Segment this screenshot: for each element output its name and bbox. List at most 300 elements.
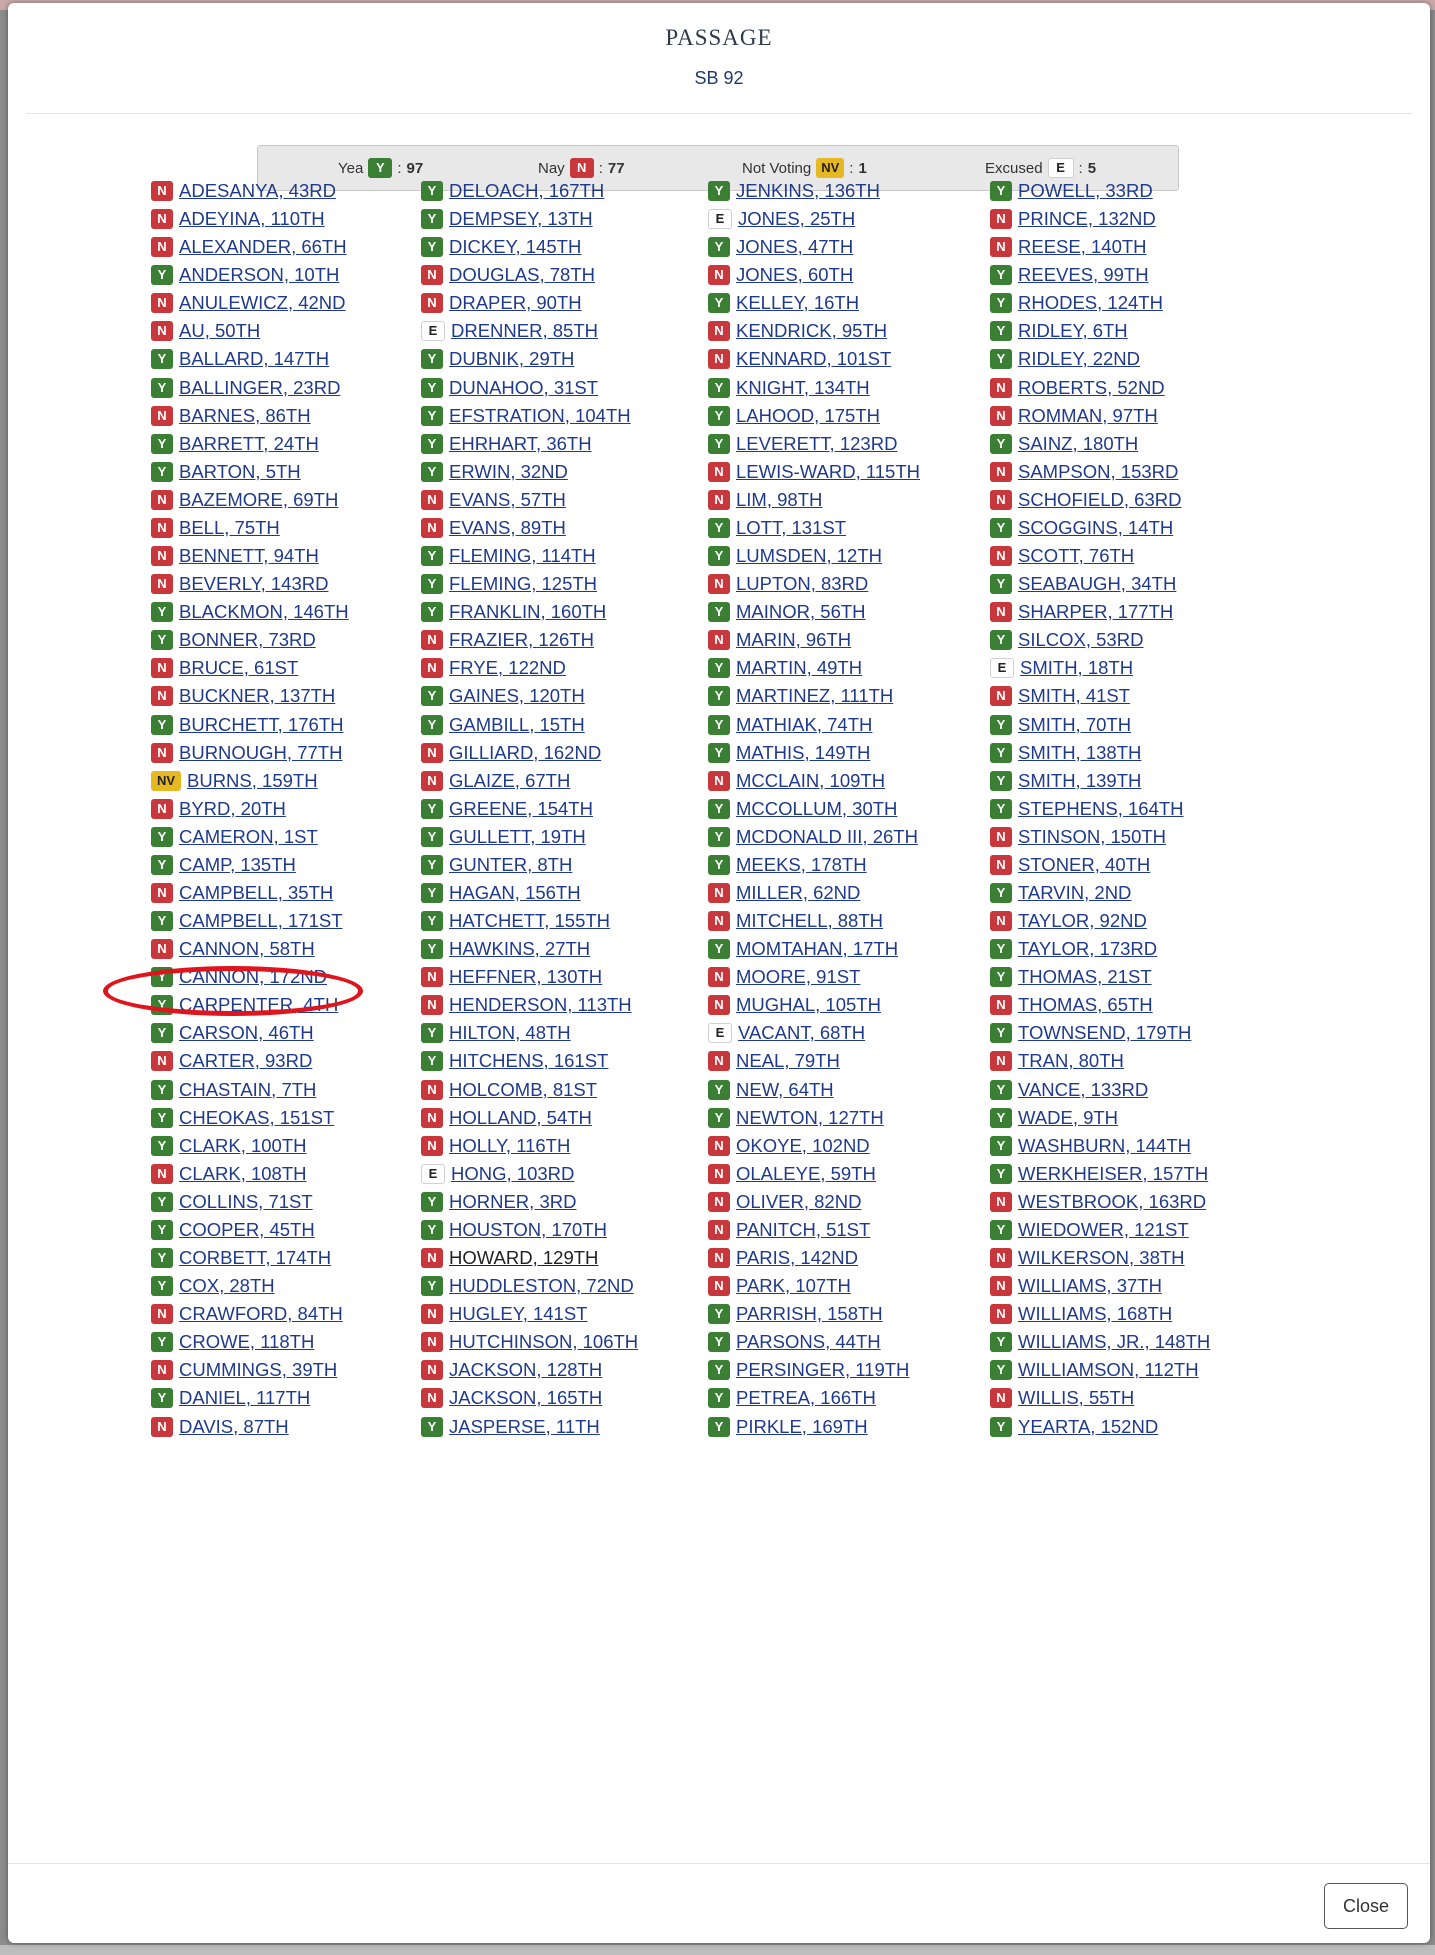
member-link[interactable]: CANNON, 172ND: [179, 966, 328, 988]
member-link[interactable]: BURNS, 159TH: [187, 769, 318, 791]
vote-badge: Y: [708, 686, 730, 706]
member-link[interactable]: CARTER, 93RD: [179, 1050, 313, 1072]
member-link[interactable]: HATCHETT, 155TH: [449, 910, 611, 932]
vote-badge: N: [708, 1248, 730, 1268]
member-vote-row: [421, 683, 585, 709]
member-link[interactable]: CRAWFORD, 84TH: [179, 1303, 343, 1325]
member-link[interactable]: TRAN, 80TH: [1018, 1050, 1124, 1072]
member-link[interactable]: GAMBILL, 15TH: [449, 713, 585, 735]
member-link[interactable]: NEWTON, 127TH: [736, 1106, 884, 1128]
member-link[interactable]: MEEKS, 178TH: [736, 853, 867, 875]
vote-badge: Y: [421, 1220, 443, 1240]
member-vote-row: [990, 683, 1130, 709]
member-link[interactable]: CAMPBELL, 35TH: [179, 882, 334, 903]
vote-badge: N: [990, 1388, 1012, 1408]
member-link[interactable]: BEVERLY, 143RD: [179, 573, 329, 595]
member-link[interactable]: PANITCH, 51ST: [736, 1218, 871, 1240]
member-link[interactable]: THOMAS, 21ST: [1018, 966, 1152, 988]
member-link[interactable]: GREENE, 154TH: [449, 797, 593, 819]
member-link[interactable]: HOLLY, 116TH: [449, 1134, 571, 1156]
member-link[interactable]: PERSINGER, 119TH: [736, 1359, 910, 1381]
member-link[interactable]: BURNOUGH, 77TH: [179, 741, 343, 763]
member-link[interactable]: BONNER, 73RD: [179, 629, 316, 651]
member-vote-row: [421, 234, 581, 260]
member-vote-row: [990, 571, 1176, 597]
member-link[interactable]: BRUCE, 61ST: [179, 657, 299, 679]
member-link[interactable]: GILLIARD, 162ND: [449, 741, 602, 763]
member-link[interactable]: DANIEL, 117TH: [179, 1387, 311, 1409]
vote-badge: Y: [421, 1051, 443, 1071]
member-link[interactable]: LIM, 98TH: [736, 488, 823, 510]
vote-badge: Y: [708, 715, 730, 735]
member-link[interactable]: RIDLEY, 6TH: [1018, 320, 1128, 342]
member-vote-row: [151, 487, 338, 513]
member-link[interactable]: BELL, 75TH: [179, 516, 280, 538]
member-link[interactable]: MARTINEZ, 111TH: [736, 685, 894, 707]
member-vote-row: [708, 1357, 909, 1383]
vote-badge: N: [151, 293, 173, 313]
member-link[interactable]: GUNTER, 8TH: [449, 853, 573, 875]
member-link[interactable]: SAINZ, 180TH: [1018, 432, 1139, 454]
member-link[interactable]: RHODES, 124TH: [1018, 292, 1163, 314]
vote-badge: N: [708, 630, 730, 650]
member-vote-row: [990, 852, 1150, 878]
member-vote-row: [708, 992, 881, 1018]
member-link[interactable]: MILLER, 62ND: [736, 882, 861, 903]
member-link[interactable]: JONES, 47TH: [736, 236, 854, 258]
vote-badge: N: [151, 1417, 173, 1437]
member-link[interactable]: BLACKMON, 146TH: [179, 601, 349, 623]
member-link[interactable]: VACANT, 68TH: [738, 1022, 866, 1044]
member-link[interactable]: HEFFNER, 130TH: [449, 966, 603, 988]
member-link[interactable]: LOTT, 131ST: [736, 516, 847, 538]
summary-label: Excused: [985, 159, 1043, 177]
member-link[interactable]: STONER, 40TH: [1018, 853, 1151, 875]
member-link[interactable]: BYRD, 20TH: [179, 797, 286, 819]
member-vote-row: [151, 1385, 310, 1411]
vote-badge: Y: [990, 1080, 1012, 1100]
member-link[interactable]: MOMTAHAN, 17TH: [736, 938, 899, 960]
member-vote-row: [708, 683, 893, 709]
member-link[interactable]: WESTBROOK, 163RD: [1018, 1190, 1207, 1212]
summary-colon: :: [1078, 159, 1083, 177]
member-link[interactable]: WILKERSON, 38TH: [1018, 1247, 1185, 1269]
vote-badge: Y: [990, 434, 1012, 454]
member-link[interactable]: HUTCHINSON, 106TH: [449, 1331, 639, 1353]
member-link[interactable]: BURCHETT, 176TH: [179, 713, 344, 735]
member-link[interactable]: MCCOLLUM, 30TH: [736, 797, 898, 819]
member-vote-row: [151, 824, 318, 850]
member-link[interactable]: OLIVER, 82ND: [736, 1190, 862, 1212]
vote-badge: Y: [421, 237, 443, 257]
member-link[interactable]: WASHBURN, 144TH: [1018, 1134, 1192, 1156]
member-link[interactable]: GLAIZE, 67TH: [449, 769, 571, 791]
member-link[interactable]: MARTIN, 49TH: [736, 657, 863, 679]
vote-modal: [8, 3, 1430, 1943]
member-link[interactable]: WERKHEISER, 157TH: [1018, 1162, 1209, 1184]
vote-badge: Y: [708, 1388, 730, 1408]
member-link[interactable]: PARIS, 142ND: [736, 1247, 859, 1269]
member-link[interactable]: ROBERTS, 52ND: [1018, 376, 1165, 398]
vote-badge: Y: [708, 827, 730, 847]
member-link[interactable]: VANCE, 133RD: [1018, 1078, 1149, 1100]
vote-badge: N: [990, 911, 1012, 931]
member-link[interactable]: TAYLOR, 173RD: [1018, 938, 1158, 960]
member-link[interactable]: HOLCOMB, 81ST: [449, 1078, 598, 1100]
member-link[interactable]: TAYLOR, 92ND: [1018, 910, 1147, 932]
member-link[interactable]: PARSONS, 44TH: [736, 1331, 881, 1353]
member-vote-row: [421, 655, 566, 681]
member-link[interactable]: COOPER, 45TH: [179, 1218, 315, 1240]
vote-badge: N: [421, 995, 443, 1015]
member-link[interactable]: REEVES, 99TH: [1018, 264, 1149, 286]
member-link[interactable]: SMITH, 41ST: [1018, 685, 1131, 707]
member-link[interactable]: MCDONALD III, 26TH: [736, 825, 918, 847]
member-link[interactable]: DAVIS, 87TH: [179, 1415, 289, 1437]
vote-badge: N: [421, 1136, 443, 1156]
member-vote-row: [990, 992, 1153, 1018]
member-link[interactable]: PRINCE, 132ND: [1018, 208, 1156, 230]
member-link[interactable]: GULLETT, 19TH: [449, 825, 586, 847]
member-link[interactable]: ANULEWICZ, 42ND: [179, 292, 346, 314]
member-link[interactable]: STEPHENS, 164TH: [1018, 797, 1184, 819]
member-vote-row: [421, 1077, 597, 1103]
member-link[interactable]: WILLIAMS, 168TH: [1018, 1303, 1173, 1325]
member-link[interactable]: TARVIN, 2ND: [1018, 882, 1132, 903]
vote-badge: N: [708, 911, 730, 931]
member-vote-row: [151, 683, 335, 709]
member-link[interactable]: EVANS, 89TH: [449, 516, 566, 538]
member-link[interactable]: HAWKINS, 27TH: [449, 938, 591, 960]
vote-badge: Y: [421, 1192, 443, 1212]
vote-badge: Y: [990, 743, 1012, 763]
vote-badge: N: [421, 630, 443, 650]
member-link[interactable]: BAZEMORE, 69TH: [179, 488, 339, 510]
member-link[interactable]: WIEDOWER, 121ST: [1018, 1218, 1189, 1240]
member-vote-row: [990, 712, 1131, 738]
vote-badge: N: [990, 855, 1012, 875]
member-vote-row: [421, 992, 632, 1018]
vote-badge: Y: [421, 378, 443, 398]
member-vote-row: [151, 1329, 314, 1355]
member-link[interactable]: WILLIAMS, JR., 148TH: [1018, 1331, 1211, 1353]
member-link[interactable]: LEVERETT, 123RD: [736, 432, 898, 454]
member-link[interactable]: GAINES, 120TH: [449, 685, 585, 707]
member-link[interactable]: FRYE, 122ND: [449, 657, 566, 679]
member-link[interactable]: SMITH, 70TH: [1018, 713, 1132, 735]
summary-label: Yea: [338, 159, 364, 177]
member-vote-row: [151, 1357, 337, 1383]
member-link[interactable]: WILLIS, 55TH: [1018, 1387, 1135, 1409]
member-vote-row: [990, 431, 1138, 457]
member-link[interactable]: MARIN, 96TH: [736, 629, 852, 651]
member-link[interactable]: AU, 50TH: [179, 320, 261, 342]
member-vote-row: [990, 880, 1131, 906]
member-link[interactable]: CROWE, 118TH: [179, 1331, 315, 1353]
member-link[interactable]: JACKSON, 128TH: [449, 1359, 603, 1381]
vote-badge: Y: [421, 911, 443, 931]
member-link[interactable]: MAINOR, 56TH: [736, 601, 866, 623]
vote-badge: E: [421, 321, 445, 341]
member-vote-row: [421, 964, 602, 990]
member-link[interactable]: ADESANYA, 43RD: [179, 180, 336, 201]
member-link[interactable]: HOLLAND, 54TH: [449, 1106, 592, 1128]
vote-badge: Y: [990, 1136, 1012, 1156]
member-link[interactable]: HOUSTON, 170TH: [449, 1218, 607, 1240]
member-link[interactable]: ANDERSON, 10TH: [179, 264, 340, 286]
member-link[interactable]: PIRKLE, 169TH: [736, 1415, 868, 1437]
member-link[interactable]: HITCHENS, 161ST: [449, 1050, 609, 1072]
vote-badge: Y: [151, 827, 173, 847]
member-link[interactable]: CAMERON, 1ST: [179, 825, 318, 847]
member-vote-row: [708, 206, 855, 232]
member-vote-row: [421, 1414, 600, 1440]
member-link[interactable]: BALLINGER, 23RD: [179, 376, 341, 398]
vote-badge: Y: [421, 715, 443, 735]
member-vote-row: [421, 1133, 570, 1159]
member-link[interactable]: HUDDLESTON, 72ND: [449, 1275, 634, 1297]
member-link[interactable]: DEMPSEY, 13TH: [449, 208, 593, 230]
vote-badge: N: [708, 321, 730, 341]
member-link[interactable]: ADEYINA, 110TH: [179, 208, 325, 230]
member-link[interactable]: PARRISH, 158TH: [736, 1303, 883, 1325]
member-vote-row: [151, 178, 336, 204]
vote-badge: N: [990, 378, 1012, 398]
member-vote-row: [151, 290, 346, 316]
member-link[interactable]: THOMAS, 65TH: [1018, 994, 1153, 1016]
vote-badge: Y: [708, 1417, 730, 1437]
member-link[interactable]: CLARK, 108TH: [179, 1162, 307, 1184]
member-link[interactable]: SCHOFIELD, 63RD: [1018, 488, 1182, 510]
member-link[interactable]: STINSON, 150TH: [1018, 825, 1167, 847]
vote-badge: N: [990, 1304, 1012, 1324]
member-vote-row: [708, 712, 872, 738]
member-link[interactable]: CUMMINGS, 39TH: [179, 1359, 338, 1381]
member-vote-row: [151, 543, 319, 569]
member-vote-row: [421, 375, 598, 401]
member-link[interactable]: REESE, 140TH: [1018, 236, 1147, 258]
member-link[interactable]: NEAL, 79TH: [736, 1050, 840, 1072]
member-link[interactable]: YEARTA, 152ND: [1018, 1415, 1159, 1437]
member-link[interactable]: JONES, 25TH: [738, 208, 856, 230]
member-link[interactable]: ROMMAN, 97TH: [1018, 404, 1158, 426]
vote-badge: N: [708, 1276, 730, 1296]
member-link[interactable]: DUBNIK, 29TH: [449, 348, 575, 370]
vote-badge: E: [708, 209, 732, 229]
member-link[interactable]: JACKSON, 165TH: [449, 1387, 603, 1409]
member-link[interactable]: HORNER, 3RD: [449, 1190, 577, 1212]
member-link[interactable]: HONG, 103RD: [451, 1162, 575, 1184]
member-vote-row: [708, 824, 918, 850]
close-button[interactable]: Close: [1324, 1883, 1408, 1929]
member-vote-row: [990, 824, 1166, 850]
member-vote-row: [151, 1105, 334, 1131]
member-link[interactable]: COX, 28TH: [179, 1275, 275, 1297]
member-vote-row: [990, 1414, 1158, 1440]
member-link[interactable]: SHARPER, 177TH: [1018, 601, 1174, 623]
summary-count: 77: [607, 159, 625, 177]
member-link[interactable]: WILLIAMS, 37TH: [1018, 1275, 1162, 1297]
vote-badge: N: [421, 1332, 443, 1352]
vote-badge: Y: [708, 658, 730, 678]
member-vote-row: [990, 1245, 1185, 1271]
member-link[interactable]: CAMP, 135TH: [179, 853, 296, 875]
member-link[interactable]: SAMPSON, 153RD: [1018, 460, 1179, 482]
member-vote-row: [990, 796, 1184, 822]
member-vote-row: [151, 627, 316, 653]
member-link[interactable]: CAMPBELL, 171ST: [179, 910, 343, 932]
member-link[interactable]: EVANS, 57TH: [449, 488, 566, 510]
member-link[interactable]: LUMSDEN, 12TH: [736, 545, 882, 567]
member-vote-row: [990, 1329, 1210, 1355]
member-link[interactable]: FLEMING, 114TH: [449, 545, 596, 567]
member-vote-row: [990, 655, 1133, 681]
member-vote-row: [990, 515, 1173, 541]
member-vote-row: [990, 262, 1149, 288]
vote-badge: Y: [990, 574, 1012, 594]
member-link[interactable]: COLLINS, 71ST: [179, 1190, 313, 1212]
vote-badge: N: [708, 490, 730, 510]
member-link[interactable]: JONES, 60TH: [736, 264, 854, 286]
member-vote-row: [990, 1077, 1148, 1103]
member-link[interactable]: CARPENTER, 4TH: [179, 994, 339, 1016]
member-link[interactable]: CARSON, 46TH: [179, 1022, 314, 1044]
vote-badge: Y: [151, 630, 173, 650]
member-link[interactable]: SMITH, 139TH: [1018, 769, 1142, 791]
member-link[interactable]: DRAPER, 90TH: [449, 292, 582, 314]
member-link[interactable]: HILTON, 48TH: [449, 1022, 571, 1044]
member-vote-row: [151, 375, 340, 401]
member-link[interactable]: WADE, 9TH: [1018, 1106, 1119, 1128]
member-link[interactable]: KNIGHT, 134TH: [736, 376, 870, 398]
member-link[interactable]: DRENNER, 85TH: [451, 320, 598, 342]
member-link[interactable]: HENDERSON, 113TH: [449, 994, 632, 1016]
member-link[interactable]: FRAZIER, 126TH: [449, 629, 594, 651]
member-link[interactable]: OLALEYE, 59TH: [736, 1162, 876, 1184]
vote-badge: N: [708, 883, 730, 903]
member-link[interactable]: MATHIAK, 74TH: [736, 713, 873, 735]
summary-count: 97: [406, 159, 424, 177]
vote-badge: N: [151, 1304, 173, 1324]
member-link[interactable]: DUNAHOO, 31ST: [449, 376, 599, 398]
member-link[interactable]: ALEXANDER, 66TH: [179, 236, 347, 258]
member-link[interactable]: MUGHAL, 105TH: [736, 994, 881, 1016]
member-vote-row: [421, 852, 572, 878]
member-link[interactable]: LUPTON, 83RD: [736, 573, 869, 595]
member-link[interactable]: RIDLEY, 22ND: [1018, 348, 1141, 370]
member-link[interactable]: BARTON, 5TH: [179, 460, 301, 482]
member-vote-row: [708, 1020, 865, 1046]
member-link[interactable]: WILLIAMSON, 112TH: [1018, 1359, 1199, 1381]
vote-badge: NV: [151, 771, 181, 791]
member-link[interactable]: TOWNSEND, 179TH: [1018, 1022, 1192, 1044]
member-link[interactable]: SCOTT, 76TH: [1018, 545, 1135, 567]
vote-badge: Y: [151, 911, 173, 931]
member-link[interactable]: MOORE, 91ST: [736, 966, 861, 988]
member-vote-row: [421, 1020, 571, 1046]
member-link[interactable]: JENKINS, 136TH: [736, 180, 880, 201]
footer-divider: [8, 1863, 1430, 1864]
member-vote-row: [990, 1020, 1191, 1046]
member-link[interactable]: POWELL, 33RD: [1018, 180, 1153, 201]
member-link[interactable]: SMITH, 18TH: [1020, 657, 1134, 679]
member-link[interactable]: SCOGGINS, 14TH: [1018, 516, 1174, 538]
member-link[interactable]: SMITH, 138TH: [1018, 741, 1142, 763]
member-vote-row: [151, 262, 339, 288]
member-vote-row: [151, 768, 318, 794]
member-link[interactable]: PARK, 107TH: [736, 1275, 851, 1297]
member-link[interactable]: NEW, 64TH: [736, 1078, 834, 1100]
vote-badge: Y: [421, 1417, 443, 1437]
vote-badge: Y: [421, 406, 443, 426]
member-link[interactable]: KENNARD, 101ST: [736, 348, 892, 370]
member-link[interactable]: MATHIS, 149TH: [736, 741, 871, 763]
member-link[interactable]: KELLEY, 16TH: [736, 292, 860, 314]
member-vote-row: [421, 880, 581, 906]
member-vote-row: [151, 403, 311, 429]
vote-badge: Y: [151, 1108, 173, 1128]
member-link[interactable]: EHRHART, 36TH: [449, 432, 592, 454]
member-link[interactable]: LEWIS-WARD, 115TH: [736, 460, 920, 482]
member-link[interactable]: DELOACH, 167TH: [449, 180, 605, 201]
member-link[interactable]: CHEOKAS, 151ST: [179, 1106, 335, 1128]
member-link[interactable]: BENNETT, 94TH: [179, 545, 319, 567]
member-vote-row: [421, 1301, 587, 1327]
member-vote-row: [151, 206, 325, 232]
member-vote-row: [708, 936, 898, 962]
member-link[interactable]: JASPERSE, 11TH: [449, 1415, 600, 1437]
member-link[interactable]: DOUGLAS, 78TH: [449, 264, 595, 286]
member-link[interactable]: MCCLAIN, 109TH: [736, 769, 886, 791]
member-link[interactable]: BALLARD, 147TH: [179, 348, 330, 370]
member-vote-row: [990, 1048, 1124, 1074]
member-link[interactable]: CHASTAIN, 7TH: [179, 1078, 317, 1100]
summary-yea: [338, 146, 423, 190]
member-vote-row: [708, 964, 860, 990]
vote-badge: N: [151, 658, 173, 678]
member-link[interactable]: BUCKNER, 137TH: [179, 685, 336, 707]
member-link[interactable]: FLEMING, 125TH: [449, 573, 598, 595]
member-link[interactable]: CANNON, 58TH: [179, 938, 315, 960]
member-link[interactable]: SEABAUGH, 34TH: [1018, 573, 1177, 595]
member-link[interactable]: CORBETT, 174TH: [179, 1247, 332, 1269]
member-link[interactable]: FRANKLIN, 160TH: [449, 601, 607, 623]
member-link[interactable]: BARNES, 86TH: [179, 404, 311, 426]
member-link[interactable]: ERWIN, 32ND: [449, 460, 568, 482]
member-link[interactable]: LAHOOD, 175TH: [736, 404, 880, 426]
member-link[interactable]: CLARK, 100TH: [179, 1134, 307, 1156]
nay-badge: N: [570, 158, 594, 178]
member-vote-row: [990, 206, 1156, 232]
member-link[interactable]: OKOYE, 102ND: [736, 1134, 870, 1156]
vote-badge: Y: [151, 1080, 173, 1100]
member-link[interactable]: EFSTRATION, 104TH: [449, 404, 631, 426]
member-vote-row: [990, 318, 1128, 344]
vote-badge: Y: [990, 1360, 1012, 1380]
member-vote-row: [990, 1105, 1118, 1131]
member-link[interactable]: HOWARD, 129TH: [449, 1247, 599, 1269]
member-link[interactable]: HAGAN, 156TH: [449, 882, 581, 903]
member-link[interactable]: KENDRICK, 95TH: [736, 320, 888, 342]
member-link[interactable]: HUGLEY, 141ST: [449, 1303, 588, 1325]
member-link[interactable]: DICKEY, 145TH: [449, 236, 582, 258]
member-link[interactable]: SILCOX, 53RD: [1018, 629, 1144, 651]
member-link[interactable]: PETREA, 166TH: [736, 1387, 876, 1409]
member-link[interactable]: MITCHELL, 88TH: [736, 910, 884, 932]
member-link[interactable]: BARRETT, 24TH: [179, 432, 319, 454]
vote-badge: Y: [990, 939, 1012, 959]
vote-badge: Y: [708, 293, 730, 313]
